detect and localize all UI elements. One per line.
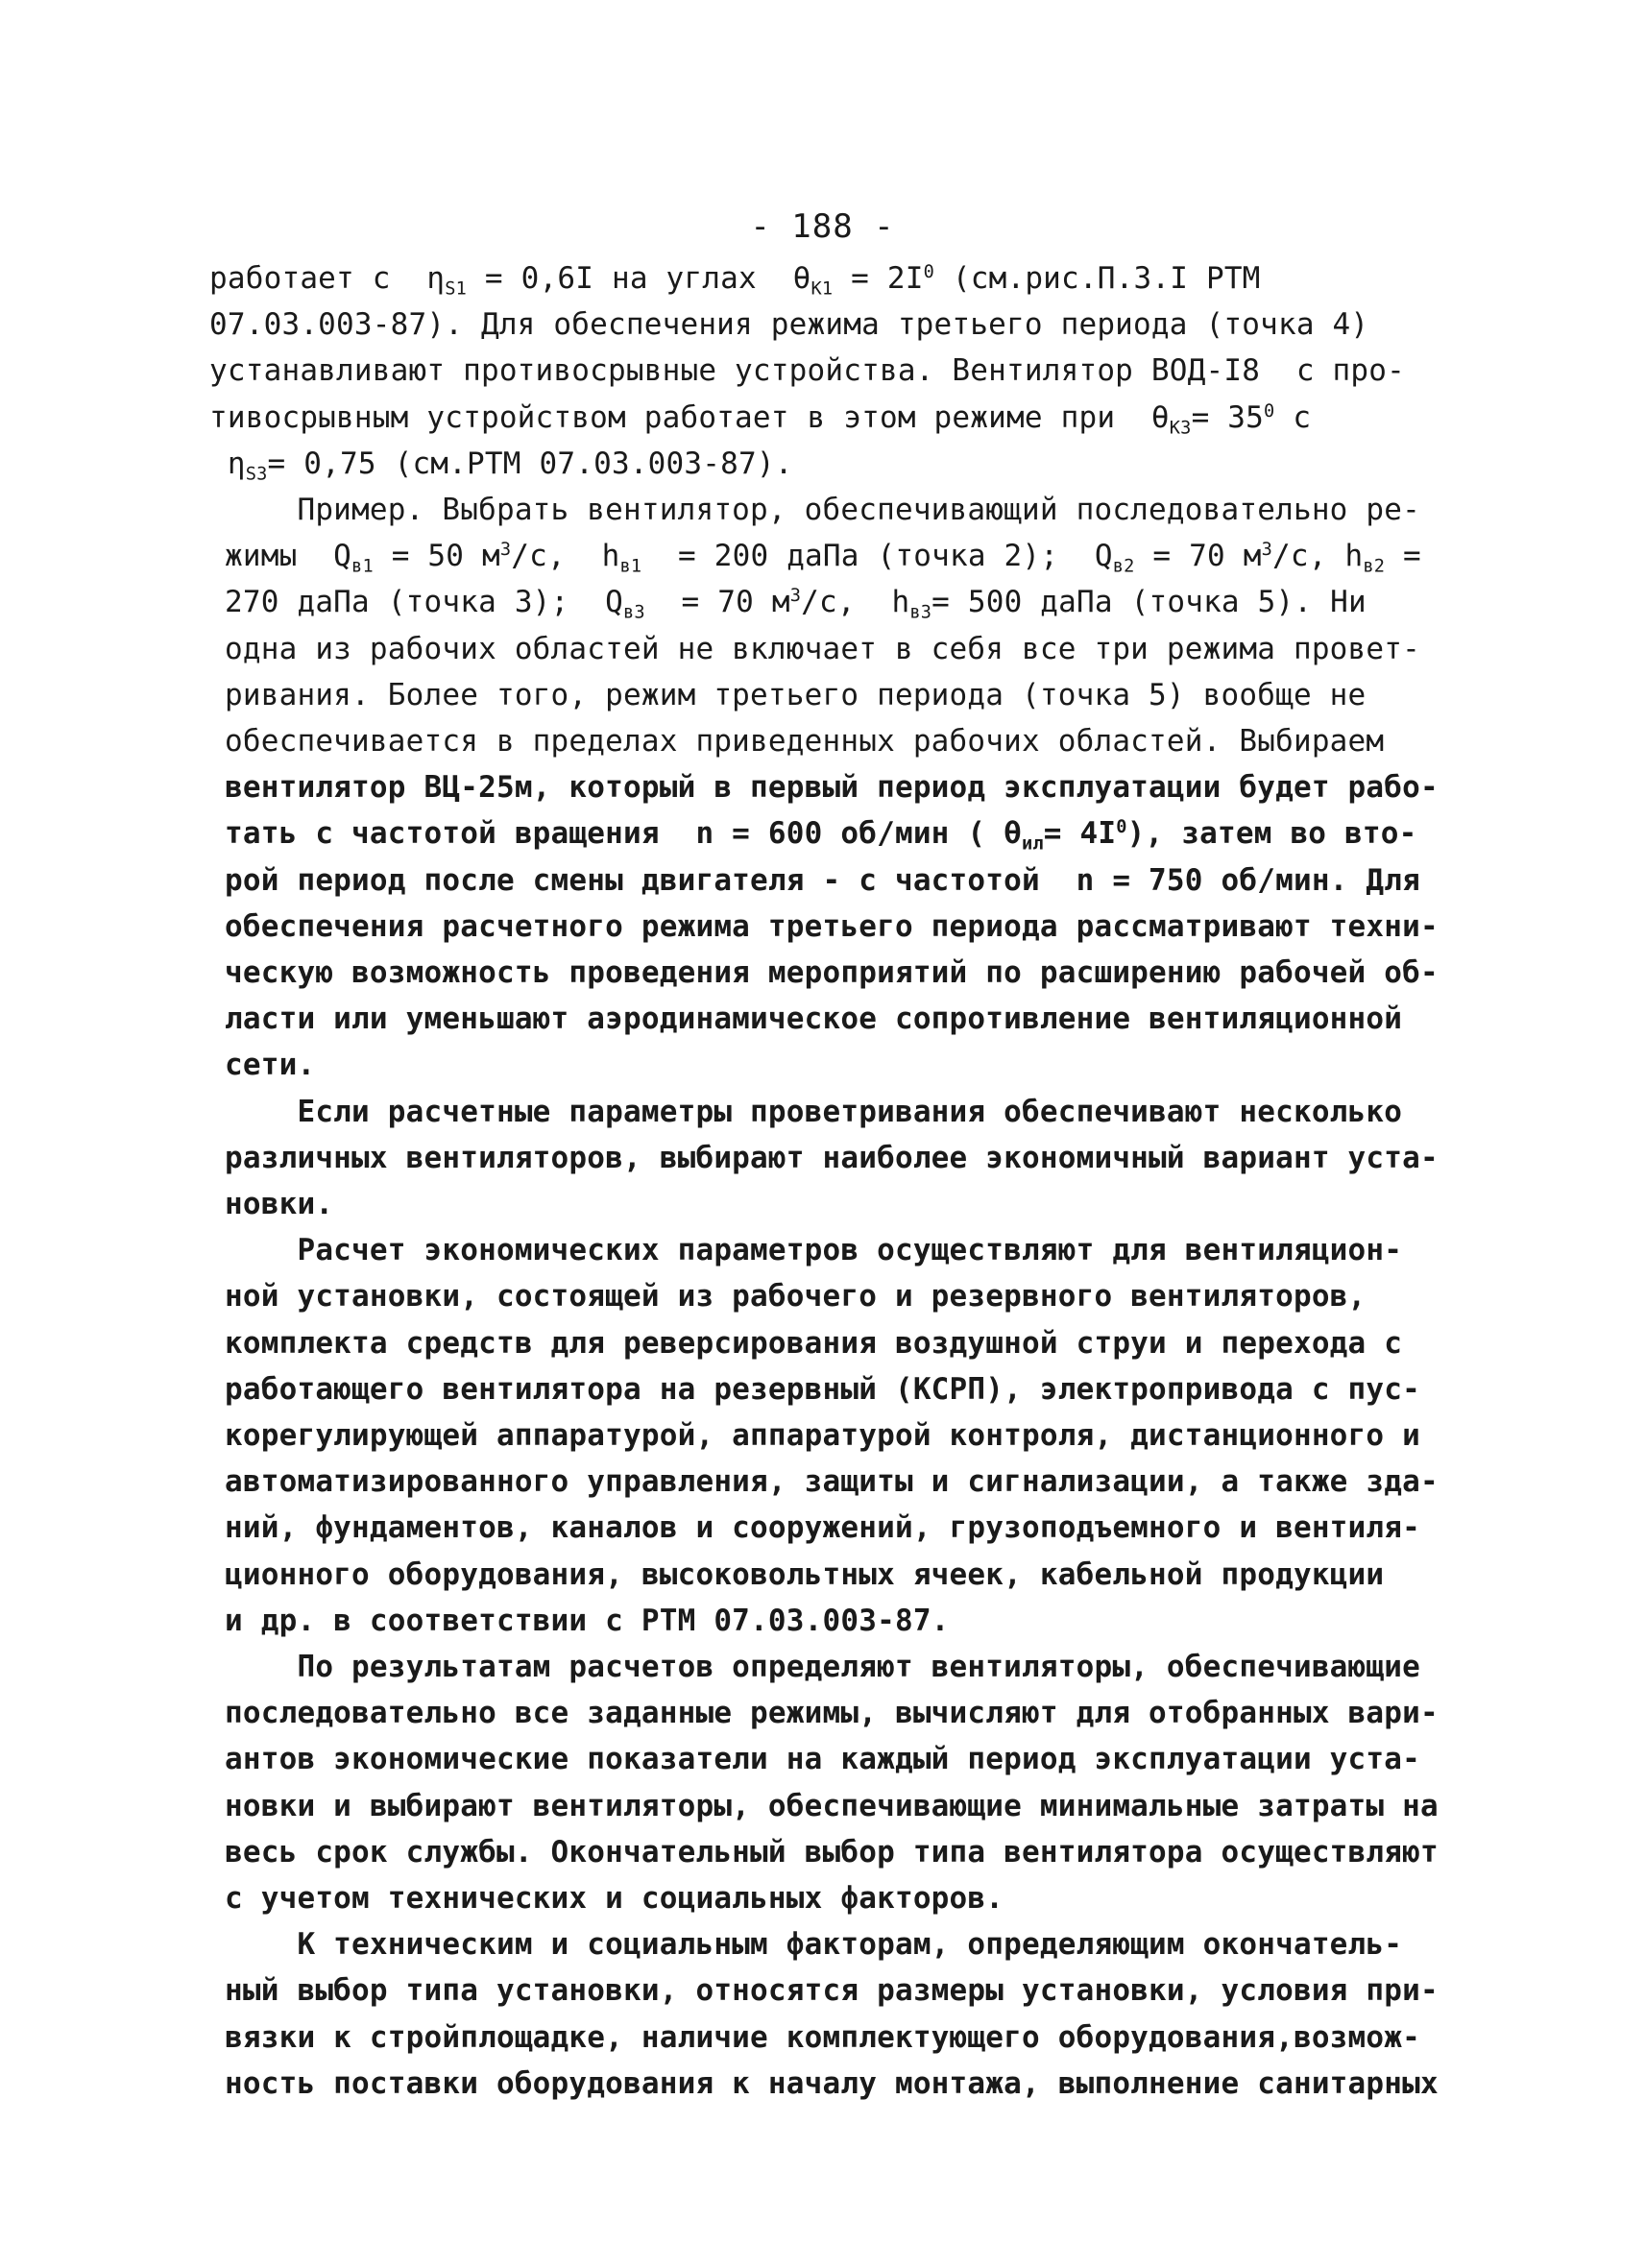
text-run: корегулирующей аппаратурой, аппаратурой контроля, дистанционного и [225,1418,1420,1453]
superscript: 3 [499,540,512,561]
text-run: сети. [225,1048,316,1083]
text-line [209,257,1261,300]
text-line [225,998,1402,1040]
subscript: ил [1022,833,1044,855]
text-run: = 0,6I на углах [467,261,793,296]
text-run: вентилятор ВЦ-25м, который в первый период эксплуатации будет рабо- [225,770,1439,806]
text-run: θ [792,261,811,296]
text-line [225,628,1420,670]
text-run: 270 даПа (точка 3); Q [225,585,623,620]
text-line [225,1414,1420,1457]
text-run: /с, h [511,539,620,574]
superscript: 0 [923,261,934,282]
text-run: = 50 м [373,539,500,574]
text-line [225,1646,1420,1688]
text-line [209,443,793,485]
text-run: /с, h [1271,539,1364,574]
text-run: ционного оборудования, высоковольтных ячеек, кабельной продукции [225,1556,1385,1592]
text-line [225,1692,1439,1734]
text-run: работает с [209,261,427,296]
text-run: и др. в соответствии с РТМ 07.03.003-87. [225,1603,950,1638]
text-run: ной установки, состоящей из рабочего и резервного вентиляторов, [225,1279,1367,1315]
text-line [225,766,1439,808]
subscript: в2 [1363,556,1386,577]
text-run: ривания. Более того, режим третьего периода (точка 5) вообще не [225,677,1367,712]
text-line [209,397,1311,439]
superscript: 3 [1261,540,1272,561]
superscript: 0 [1264,400,1275,422]
text-line [225,2063,1439,2105]
text-line [225,489,1420,531]
text-line [225,905,1439,948]
text-line [225,1460,1439,1503]
text-run: = [1385,539,1421,574]
text-line [225,720,1384,762]
text-run: η [426,261,446,296]
text-run: = 0,75 (см.РТМ 07.03.003-87). [267,446,793,481]
text-run: Расчет экономических параметров осуществляют для вентиляцион- [225,1233,1403,1268]
subscript: в1 [619,556,642,577]
text-line [225,1738,1420,1780]
text-line [225,535,1421,577]
text-run: жимы Q [225,539,352,574]
text-run: комплекта средств для реверсирования воздушной струи и перехода с [225,1325,1403,1361]
text-run: последовательно все заданные режимы, вычисляют для отобранных вари- [225,1696,1439,1731]
text-run: 07.03.003-87). Для обеспечения режима третьего периода (точка 4) [209,307,1369,343]
text-line [225,674,1366,716]
text-line [225,1275,1366,1317]
subscript: в3 [623,602,645,623]
text-run: с учетом технических и социальных факторов. [225,1881,1004,1916]
text-run: = 70 м [1134,539,1262,574]
text-line [225,1091,1402,1133]
text-run: = 200 даПа (точка 2); Q [641,539,1113,574]
text-run: работающего вентилятора на резервный (КСРП), электропривода с пус- [225,1371,1420,1407]
text-line [225,1554,1384,1596]
text-line [225,1368,1420,1411]
text-line [225,1507,1420,1549]
text-run: одна из рабочих областей не включает в себя все три режима провет- [225,631,1420,666]
text-run: η [209,446,246,481]
text-line [225,1183,333,1225]
text-run: обеспечения расчетного режима третьего периода рассматривают техни- [225,908,1439,944]
subscript: S1 [445,278,468,300]
text-run: тивосрывным устройством работает в этом режиме при [209,399,1151,435]
superscript: 3 [789,586,802,607]
text-run: /с, h [801,585,910,620]
text-run: К техническим и социальным факторам, определяющим окончатель- [225,1927,1403,1963]
text-line [225,1831,1439,1873]
text-line [225,952,1439,994]
text-line [225,1229,1402,1271]
text-run: = 70 м [644,585,790,620]
subscript: K1 [810,278,834,300]
text-run: ность поставки оборудования к началу монтажа, выполнение санитарных [225,2065,1439,2101]
text-line [225,1923,1402,1966]
text-run: (см.рис.П.3.I РТМ [934,261,1261,296]
text-run: θ [1150,399,1170,435]
text-line [225,1877,1004,1919]
text-run: = 500 даПа (точка 5). Ни [931,585,1367,620]
text-run: Если расчетные параметры проветривания обеспечивают несколько [225,1094,1403,1129]
text-run: Пример. Выбрать вентилятор, обеспечивающий последовательно ре- [225,493,1420,527]
page-number: - 188 - [750,207,895,246]
text-run: весь срок службы. Окончательный выбор типа вентилятора осуществляют [225,1834,1439,1870]
text-line [225,2016,1420,2059]
subscript: в3 [909,602,932,623]
subscript: в2 [1112,556,1135,577]
text-line [209,303,1368,346]
text-line [225,1322,1402,1364]
text-run: ный выбор типа установки, относятся размеры установки, условия при- [225,1973,1439,2009]
text-run: = 4I [1043,816,1117,852]
text-run: новки и выбирают вентиляторы, обеспечивающие минимальные затраты на [225,1788,1439,1823]
text-run: ний, фундаментов, каналов и сооружений, грузоподъемного и вентиля- [225,1510,1420,1546]
subscript: K3 [1169,418,1192,439]
text-line [225,1137,1439,1179]
subscript: в1 [351,556,374,577]
text-run: устанавливают противосрывные устройства. Вентилятор ВОД-I8 с про- [209,353,1405,389]
text-line [209,350,1405,392]
superscript: 0 [1116,817,1127,838]
text-run: По результатам расчетов определяют вентиляторы, обеспечивающие [225,1650,1420,1684]
text-run: рой период после смены двигателя - с частотой n = 750 об/мин. Для [225,862,1420,898]
text-run: = 2I [833,261,924,296]
text-run: обеспечивается в пределах приведенных рабочих областей. Выбираем [225,724,1385,759]
text-run: с [1274,399,1312,435]
text-line [225,1600,950,1642]
text-line [225,1969,1439,2012]
text-line [225,812,1417,855]
text-run: вязки к стройплощадке, наличие комплектующего оборудования,возмож- [225,2019,1420,2055]
subscript: S3 [245,464,268,485]
text-run: ласти или уменьшают аэродинамическое сопротивление вентиляционной [225,1001,1403,1037]
text-run: = 35 [1191,399,1265,435]
text-line [225,1785,1439,1827]
text-run: различных вентиляторов, выбирают наиболее экономичный вариант уста- [225,1140,1439,1175]
text-run: новки. [225,1187,334,1221]
text-run: ), затем во вто- [1126,816,1417,852]
text-run: тать с частотой вращения n = 600 об/мин ( θ [225,816,1022,852]
text-line [225,859,1420,902]
text-line [225,581,1367,623]
text-run: ческую возможность проведения мероприятий по расширению рабочей об- [225,955,1439,990]
text-run: автоматизированного управления, защиты и сигнализации, а также зда- [225,1464,1439,1500]
text-run: антов экономические показатели на каждый период эксплуатации уста- [225,1742,1420,1777]
text-line [225,1044,315,1086]
